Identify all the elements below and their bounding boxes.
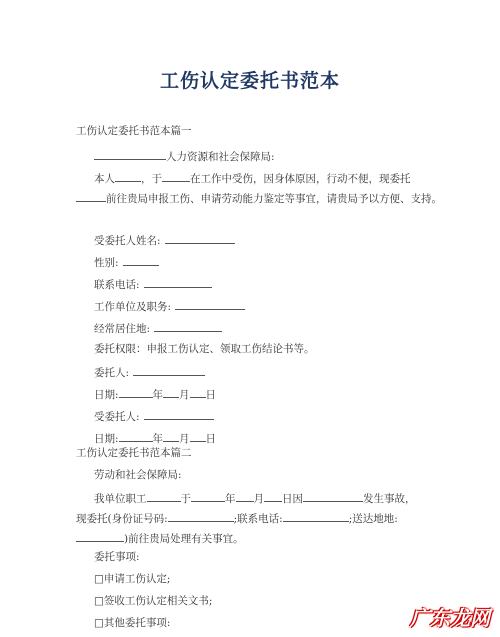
blank — [115, 170, 141, 182]
blank — [119, 386, 153, 398]
body-text: )前往贵局处理有关事宜。 — [124, 533, 244, 545]
field-label: 日期: — [94, 433, 119, 445]
section2-para-line1 — [94, 490, 416, 506]
body-text: 日因 — [282, 493, 303, 505]
document-title: 工伤认定委托书范本 — [159, 70, 340, 92]
field-label: 委托人: — [94, 367, 130, 379]
section2-addressee: 劳动和社会保障局: — [94, 469, 182, 481]
section2-heading: 工伤认定委托书范本篇二 — [76, 447, 192, 459]
body-text: 年 — [225, 493, 236, 505]
blank — [76, 190, 106, 202]
blank — [165, 232, 235, 244]
blank — [133, 364, 205, 376]
blank — [283, 510, 349, 522]
blank — [154, 320, 222, 332]
body-text: ;送达地地: — [348, 513, 398, 525]
date-unit: 日 — [205, 433, 217, 445]
section2-para-line3 — [76, 530, 244, 546]
field-scope: 委托权限：申报工伤认定、领取工伤结论书等。 — [94, 343, 315, 355]
field-label: 性别: — [94, 257, 119, 269]
body-text: 我单位职工 — [94, 493, 147, 505]
body-text: 于 — [180, 493, 191, 505]
date-unit: 年 — [152, 433, 164, 445]
field-principal — [94, 364, 205, 380]
blank — [76, 530, 124, 542]
body-text: 现委托(身份证号码: — [76, 513, 168, 525]
section2-para-line2 — [76, 510, 398, 526]
field-label: 联系电话: — [94, 279, 140, 291]
blank — [191, 490, 225, 502]
body-text: 本人 — [94, 173, 115, 185]
blank — [163, 386, 179, 398]
field-work — [94, 298, 245, 314]
matter-item: □其他委托事项: — [94, 617, 171, 629]
field-label: 日期: — [94, 389, 119, 401]
field-date1 — [94, 386, 216, 402]
matter-item: □签收工伤认定相关文书; — [94, 595, 213, 607]
blank — [175, 298, 245, 310]
field-label: 工作单位及职务: — [94, 301, 172, 313]
field-address — [94, 320, 222, 336]
blank — [168, 510, 234, 522]
blank — [123, 254, 159, 266]
blank — [119, 430, 153, 442]
blank — [264, 490, 282, 502]
date-unit: 月 — [179, 433, 190, 445]
body-text: ，于 — [141, 173, 162, 185]
field-label: 经常居住地: — [94, 323, 151, 335]
field-agent-name — [94, 232, 235, 248]
field-label: 受委托人姓名: — [94, 235, 161, 247]
body-text: 发生事故， — [363, 493, 416, 505]
blank — [190, 430, 206, 442]
blank — [163, 430, 179, 442]
blank — [144, 276, 212, 288]
blank — [236, 490, 254, 502]
section1-addressee-line — [94, 148, 275, 164]
body-text: ;联系电话: — [233, 513, 283, 525]
section2-matters: 委托事项: — [94, 551, 140, 563]
field-label: 受委托人: — [94, 411, 140, 423]
blank — [94, 148, 166, 160]
section1-heading: 工伤认定委托书范本篇一 — [76, 125, 192, 137]
matter-item: □申请工伤认定; — [94, 573, 171, 585]
date-unit: 日 — [205, 389, 217, 401]
date-unit: 年 — [152, 389, 164, 401]
field-agent — [94, 408, 214, 424]
section1-body-line2 — [76, 190, 442, 206]
date-unit: 月 — [179, 389, 190, 401]
section1-body-line1 — [94, 170, 411, 186]
blank — [162, 170, 190, 182]
blank — [303, 490, 363, 502]
blank — [144, 408, 214, 420]
field-date2 — [94, 430, 216, 446]
watermark-logo: 广东龙网 — [410, 606, 490, 630]
field-gender — [94, 254, 159, 270]
section1-addressee: 人力资源和社会保障局: — [166, 151, 275, 163]
body-text: 月 — [253, 493, 264, 505]
field-phone — [94, 276, 212, 292]
body-text: 在工作中受伤，因身体原因，行动不便，现委托 — [190, 173, 411, 185]
blank — [190, 386, 206, 398]
body-text: 前往贵局申报工伤、申请劳动能力鉴定等事宜，请贵局予以方便、支持。 — [106, 193, 442, 205]
blank — [147, 490, 181, 502]
